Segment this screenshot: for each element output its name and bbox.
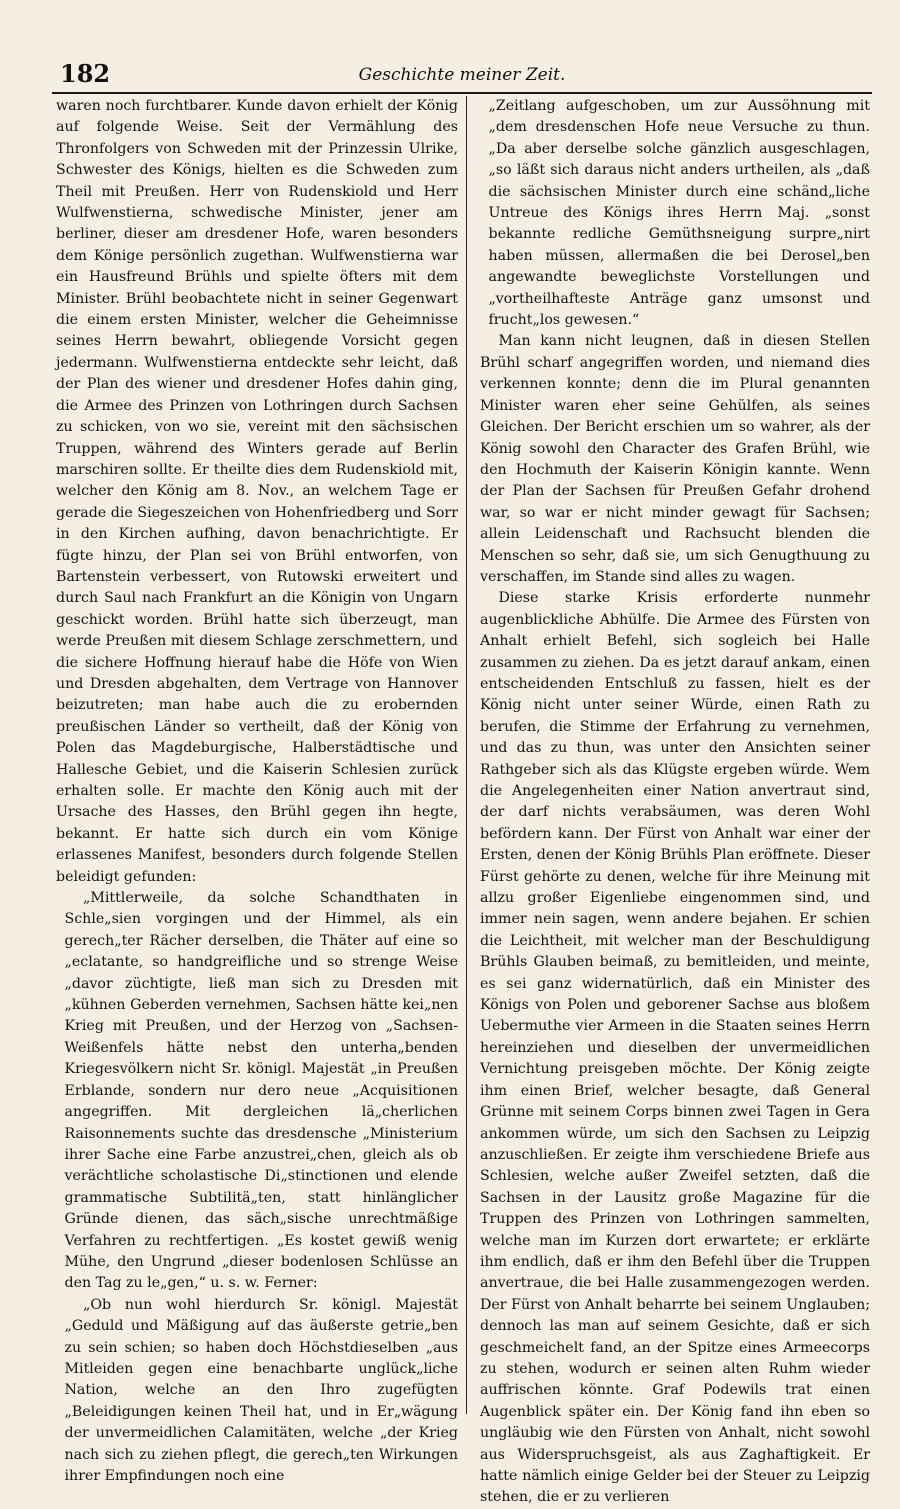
quoted-manifest-passage: „Mittlerweile, da solche Schandthaten in Schle„sien vorgingen und der Himmel, als ein gerech„ter Rächer derselben, die Thäter auf eine so „eclatante, so handgreifliche und so strenge Weise „davor züchtigte, ließ man sich zu Dresden mit „kühnen Geberden vernehmen, Sachsen hätte kei„nen Krieg mit Preußen, und der Herzog von „Sachsen-Weißenfels hätte nebst den unterha„benden Kriegesvölkern nicht Sr. königl. Majestät „in Preußen Erblande, sondern nur dero neue „Acquisitionen angegriffen. Mit dergleichen lä„cherlichen Raisonnements suchte das dresdensche „Ministerium ihrer Sache eine Farbe anzustrei„chen, gleich als ob verächtliche scholastische Di„stinctionen und elende grammatische Subtilitä„ten, statt hinlänglicher Gründe dienen, das säch„sische unrechtmäßige Verfahren zu rechtfertigen. „Es kostet gewiß wenig Mühe, den Ungrund „dieser bodenlosen Schlüsse an den Tag zu le„gen,“ u. s. w. Ferner: xyxy=(64,890,458,1292)
paragraph-continuation: waren noch furchtbarer. Kunde davon erhielt der König auf folgende Weise. Seit der Vermählung des Thronfolgers von Schweden mit der Prinzessin Ulrike, Schwester des Königs, hielten es die Schweden zum Theil mit Preußen. Herr von Rudenskiold und Herr Wulfwenstierna, schwedische Minister, jener am berliner, dieser am dresdener Hofe, waren besonders dem Könige persönlich zugethan. Wulfwenstierna war ein Hausfreund Brühls und spielte öfters mit dem Minister. Brühl beobachtete nicht in seiner Gegenwart die einem ersten Minister, welcher die Geheimnisse seines Herrn bewahrt, obliegende Vorsicht gegen jedermann. Wulfwenstierna entdeckte sehr leicht, daß der Plan des wiener und dresdener Hofes dahin ging, die Armee des Prinzen von Lothringen durch Sachsen zu schicken, von wo sie, vereint mit den sächsischen Truppen, während des Winters gerade auf Berlin marschiren sollte. Er theilte dies dem Rudenskiold mit, welcher den König am 8. Nov., an welchem Tage er gerade die Siegeszeichen von Hohenfriedberg und Sorr in den Kirchen aufhing, davon benachrichtigte. Er fügte hinzu, der Plan sei von Brühl entworfen, von Bartenstein verbessert, von Rutowski erweitert und durch Saul nach Frankfurt an die Königin von Ungarn geschickt worden. Brühl hatte sich überzeugt, man werde Preußen mit diesem Schlage zerschmettern, und die sichere Hoffnung hierauf habe die Höfe von Wien und Dresden abgehalten, dem Vertrage von Hannover beizutreten; man habe auch die zu erobernden preußischen Länder so vertheilt, daß der König von Polen das Magdeburgische, Halberstädtische und Hallesche Gebiet, und die Kaiserin Schlesien zurück erhalten solle. Er machte den König auch mit der Ursache des Hasses, den Brühl gegen ihn hegte, bekannt. Er hatte sich durch ein vom Könige erlassenes Manifest, besonders durch folgende Stellen beleidigt gefunden: xyxy=(56,98,458,885)
page-number: 182 xyxy=(60,59,111,88)
paragraph: Diese starke Krisis erforderte nunmehr augenblickliche Abhülfe. Die Armee des Fürsten von Anhalt erhielt Befehl, sich sogleich bei Halle zusammen zu ziehen. Da es jetzt darauf ankam, einen entscheidenden Entschluß zu fassen, hielt es der König nicht unter seiner Würde, einen Rath zu berufen, die Stimme der Erfahrung zu vernehmen, und das zu thun, was unter den Ansichten seiner Rathgeber sich als das Klügste ergeben würde. Wem die Angelegenheiten einer Nation anvertraut sind, der darf nichts verabsäumen, was deren Wohl befördern kann. Der Fürst von Anhalt war einer der Ersten, denen der König Brühls Plan eröffnete. Dieser Fürst gehörte zu denen, welche für ihre Meinung mit allzu großer Eigenliebe eingenommen sind, und immer nein sagen, wenn andere bejahen. Er schien die Leichtheit, mit welcher man der Beschuldigung Brühls Glauben beimaß, zu bemitleiden, und meinte, es sei ganz widernatürlich, daß ein Minister des Königs von Polen und geborener Sachse aus bloßem Uebermuthe vier Armeen in die Staaten seines Herrn hereinziehen und dieselben der unvermeidlichen Vernichtung preisgeben möchte. Der König zeigte ihm einen Brief, welcher besagte, daß General Grünne mit seinem Corps binnen zwei Tagen in Gera ankommen würde, um sich den Sachsen zu Leipzig anzuschließen. Er zeigte ihm verschiedene Briefe aus Schlesien, welche außer Zweifel setzten, daß die Sachsen in der Lausitz große Magazine für die Truppen des Prinzen von Lothringen sammelten, welche man im Kurzen dort erwartete; er erklärte ihm endlich, daß er ihm den Befehl über die Truppen anvertraue, die bei Halle zusammengezogen werden. Der Fürst von Anhalt beharrte bei seinem Unglauben; dennoch las man auf seinem Gesichte, daß er sich geschmeichelt fand, an der Spitze eines Armeecorps zu stehen, wodurch er seinen alten Ruhm wieder auffrischen könnte. Graf Podewils trat einen Augenblick später ein. Der König fand ihn eben so ungläubig wie den Fürsten von Anhalt, nicht sowohl aus Widerspruchsgeist, als aus Zaghaftigkeit. Er hatte nämlich einige Gelder bei der Steuer zu Leipzig stehen, die er zu verlieren xyxy=(480,590,870,1506)
paragraph: Man kann nicht leugnen, daß in diesen Stellen Brühl scharf angegriffen worden, und niemand dies verkennen konnte; denn die im Plural genannten Minister waren eher seine Gehülfen, als seines Gleichen. Der Bericht erschien um so wahrer, als der König sowohl den Character des Grafen Brühl, wie den Hochmuth der Kaiserin Königin kannte. Wenn der Plan der Sachsen für Preußen Gefahr drohend war, so war er nicht minder gewagt für Sachsen; allein Leidenschaft und Rachsucht blenden die Menschen so sehr, daß sie, um sich Genugthuung zu verschaffen, im Stande sind alles zu wagen. xyxy=(480,333,870,585)
left-column xyxy=(56,96,458,1484)
quoted-manifest-passage: „Ob nun wohl hierdurch Sr. königl. Majestät „Geduld und Mäßigung auf das äußerste getrie„ben zu sein schien; so haben doch Höchstdieselben „aus Mitleiden gegen eine benachbarte unglück„liche Nation, welche an den Ihro zugefügten „Beleidigungen keinen Theil hat, und in Er„wägung der unvermeidlichen Calamitäten, welche „der Krieg nach sich zu ziehen pflegt, die gerech„ten Wirkungen ihrer Empfindungen noch eine xyxy=(64,1296,458,1484)
right-column xyxy=(480,96,870,1506)
quoted-manifest-passage: „Zeitlang aufgeschoben, um zur Aussöhnung mit „dem dresdenschen Hofe neue Versuche zu thun. „Da aber derselbe solche gänzlich ausgeschlagen, „so läßt sich daraus nicht anders urtheilen, als „daß die sächsischen Minister durch eine schänd„liche Untreue des Königs ihres Herrn Maj. „sonst bekannte redliche Gemüthsneigung surpre„nirt haben müssen, allermaßen die bei Derosel„ben angewandte beweglichste Vorstellungen und „vortheilhafteste Anträge ganz umsonst und frucht„los gewesen.“ xyxy=(488,98,870,329)
running-title: Geschichte meiner Zeit. xyxy=(358,65,566,85)
column-divider xyxy=(466,96,467,1414)
page-header xyxy=(52,58,872,94)
